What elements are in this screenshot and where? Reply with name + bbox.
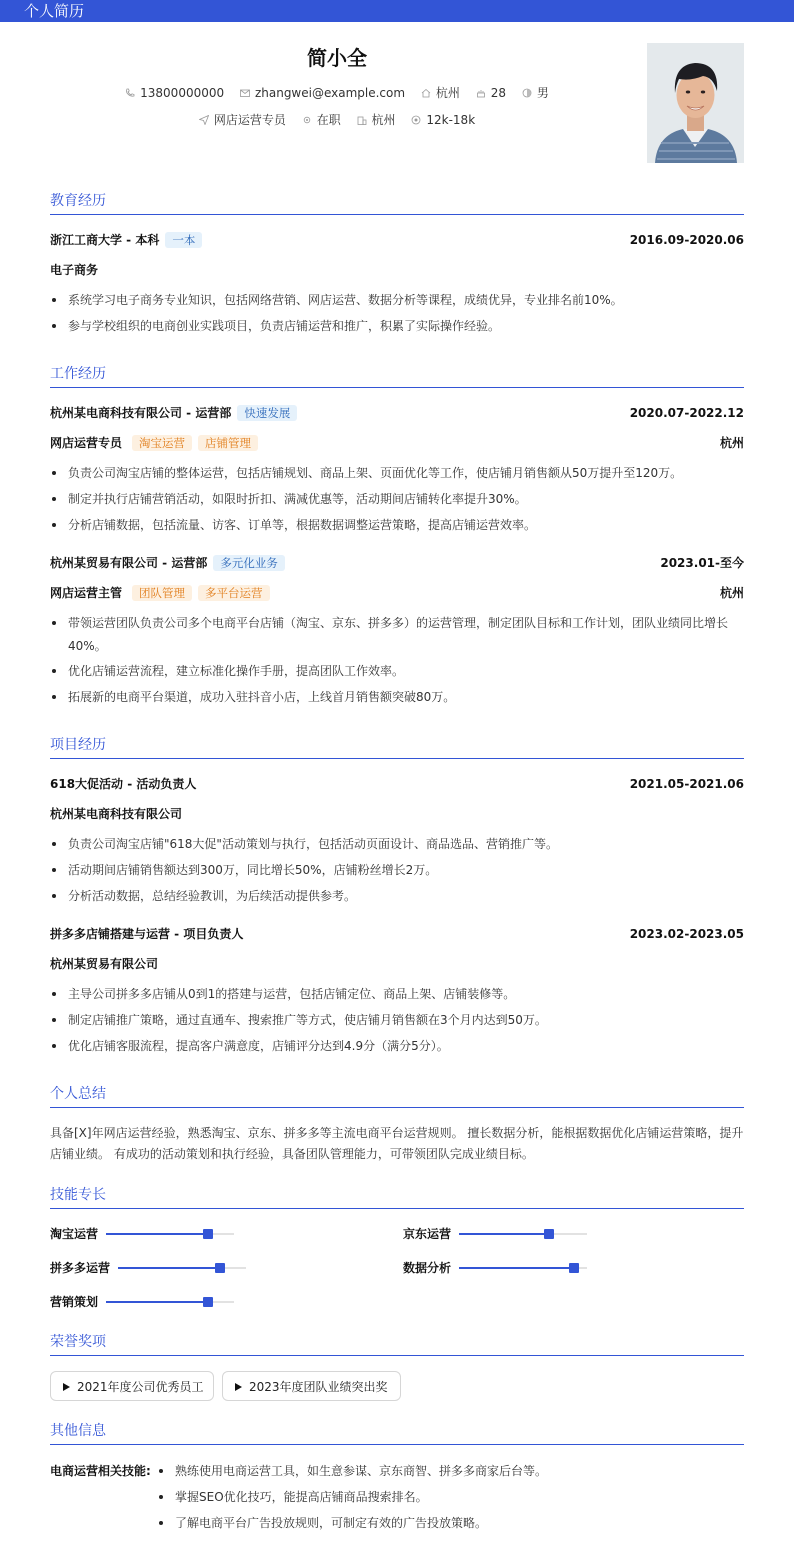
project-company: 杭州某电商科技有限公司 — [50, 807, 183, 821]
phone-item — [125, 86, 224, 100]
position-item — [199, 111, 286, 128]
skill-knob[interactable] — [203, 1297, 213, 1307]
skill-fill — [106, 1301, 208, 1303]
skill-fill — [118, 1267, 220, 1269]
role-name: 网店运营专员 — [50, 436, 123, 450]
section-title-awards: 荣誉奖项 — [50, 1334, 106, 1350]
project-header — [50, 775, 744, 793]
gender-icon — [522, 88, 532, 98]
work-bullet: 拓展新的电商平台渠道，成功入驻抖音小店，上线首月销售额突破80万。 — [50, 686, 744, 709]
award-label: 2021年度公司优秀员工 — [77, 1380, 204, 1394]
skill-knob[interactable] — [544, 1229, 554, 1239]
work-role-row — [50, 584, 744, 602]
mail-icon — [240, 88, 250, 98]
skill-name: 数据分析 — [403, 1261, 452, 1275]
skill-name: 拼多多运营 — [50, 1261, 111, 1275]
skill-knob[interactable] — [569, 1263, 579, 1273]
work-bullet: 分析店铺数据，包括流量、访客、订单等，根据数据调整运营策略，提高店铺运营效率。 — [50, 514, 744, 537]
role-tag: 店铺管理 — [198, 435, 258, 451]
project-bullet: 活动期间店铺销售额达到300万，同比增长50%，店铺粉丝增长2万。 — [50, 859, 744, 882]
section-title-skills: 技能专长 — [50, 1187, 106, 1203]
project-bullet: 制定店铺推广策略，通过直通车、搜索推广等方式，使店铺月销售额在3个月内达到50万。 — [50, 1009, 744, 1032]
education-bullet: 参与学校组织的电商创业实践项目，负责店铺运营和推广，积累了实际操作经验。 — [50, 315, 744, 338]
project-header — [50, 925, 744, 943]
work-header — [50, 404, 744, 422]
skill-fill — [459, 1233, 549, 1235]
education-major-row — [50, 261, 744, 279]
project-date: 2023.02-2023.05 — [629, 927, 744, 941]
target-city-item — [357, 111, 396, 128]
section-other — [50, 1422, 744, 1445]
project-company-row — [50, 955, 744, 973]
award-item[interactable] — [222, 1371, 401, 1401]
home-icon — [421, 88, 431, 98]
project-company-row — [50, 805, 744, 823]
contact-row — [0, 84, 674, 101]
avatar-photo — [647, 43, 744, 163]
skill-item — [403, 1225, 603, 1243]
skill-item — [403, 1259, 603, 1277]
award-item[interactable] — [50, 1371, 214, 1401]
project-title: 拼多多店铺搭建与运营 - 项目负责人 — [50, 927, 244, 941]
project-bullet: 优化店铺客服流程，提高客户满意度，店铺评分达到4.9分（满分5分）。 — [50, 1035, 744, 1058]
target-city-value: 杭州 — [371, 113, 396, 127]
skill-track — [106, 1301, 234, 1303]
other-label: 电商运营相关技能: — [50, 1464, 151, 1478]
skill-knob[interactable] — [203, 1229, 213, 1239]
job-intent-row — [0, 111, 674, 128]
gender-item — [522, 84, 549, 101]
section-summary — [50, 1085, 744, 1108]
position-value: 网店运营专员 — [213, 113, 286, 127]
section-title-projects: 项目经历 — [50, 737, 106, 753]
play-icon — [63, 1383, 70, 1391]
skill-track — [118, 1267, 246, 1269]
work-role-row — [50, 434, 744, 452]
work-date: 2023.01-至今 — [660, 556, 744, 570]
section-title-other: 其他信息 — [50, 1423, 106, 1439]
skill-knob[interactable] — [215, 1263, 225, 1273]
project-title: 618大促活动 - 活动负责人 — [50, 777, 197, 791]
skill-name: 淘宝运营 — [50, 1227, 99, 1241]
age-value: 28 — [490, 86, 507, 100]
skill-item — [50, 1225, 250, 1243]
section-awards — [50, 1333, 744, 1356]
school-name: 浙江工商大学 - 本科 — [50, 233, 160, 247]
company-tag: 快速发展 — [237, 405, 297, 421]
skill-track — [106, 1233, 234, 1235]
phone-icon — [125, 88, 135, 98]
award-label: 2023年度团队业绩突出奖 — [249, 1380, 388, 1394]
candidate-name: 简小全 — [307, 46, 367, 70]
work-date: 2020.07-2022.12 — [629, 406, 744, 420]
company-name: 杭州某电商科技有限公司 - 运营部 — [50, 406, 232, 420]
work-bullet: 负责公司淘宝店铺的整体运营，包括店铺规划、商品上架、页面优化等工作，使店铺月销售额从50万提升至120万。 — [50, 462, 744, 485]
work-city: 杭州 — [719, 436, 744, 450]
header-bar-title: 个人简历 — [24, 2, 85, 20]
section-title-work: 工作经历 — [50, 366, 106, 382]
salary-item — [411, 113, 475, 127]
status-value: 在职 — [316, 113, 341, 127]
education-date: 2016.09-2020.06 — [629, 233, 744, 247]
role-name: 网店运营主管 — [50, 586, 123, 600]
building-icon — [357, 115, 367, 125]
education-header — [50, 231, 744, 249]
cake-icon — [476, 88, 486, 98]
email-item — [240, 86, 405, 100]
city-item — [421, 84, 460, 101]
skill-name: 营销策划 — [50, 1295, 99, 1309]
school-tag: 一本 — [165, 232, 202, 248]
section-projects — [50, 736, 744, 759]
gear-icon — [302, 115, 312, 125]
gender-value: 男 — [536, 86, 549, 100]
company-tag: 多元化业务 — [213, 555, 285, 571]
city-value: 杭州 — [435, 86, 460, 100]
section-work — [50, 365, 744, 388]
project-bullet: 主导公司拼多多店铺从0到1的搭建与运营，包括店铺定位、商品上架、店铺装修等。 — [50, 983, 744, 1006]
section-title-summary: 个人总结 — [50, 1086, 106, 1102]
skill-track — [459, 1233, 587, 1235]
education-bullet: 系统学习电子商务专业知识，包括网络营销、网店运营、数据分析等课程，成绩优异，专业排名前10%。 — [50, 289, 744, 312]
work-header — [50, 554, 744, 572]
phone-value: 13800000000 — [140, 86, 225, 100]
skill-name: 京东运营 — [403, 1227, 452, 1241]
section-education — [50, 192, 744, 215]
header-bar — [0, 0, 794, 22]
major-name: 电子商务 — [50, 263, 99, 277]
skill-fill — [459, 1267, 574, 1269]
play-icon — [235, 1383, 242, 1391]
other-bullet: 熟练使用电商运营工具，如生意参谋、京东商智、拼多多商家后台等。 — [157, 1461, 744, 1481]
other-bullet: 了解电商平台广告投放规则，可制定有效的广告投放策略。 — [157, 1513, 744, 1533]
skill-track — [459, 1267, 587, 1269]
summary-text: 具备[X]年网店运营经验，熟悉淘宝、京东、拼多多等主流电商平台运营规则。 擅长数据分析，能根据数据优化店铺运营策略，提升店铺业绩。 有成功的活动策划和执行经验，具备团队管理能力，可带领团队完成业绩目标。 — [50, 1126, 744, 1161]
salary-value: 12k-18k — [426, 113, 476, 127]
work-city: 杭州 — [719, 586, 744, 600]
company-name: 杭州某贸易有限公司 - 运营部 — [50, 556, 208, 570]
project-bullet: 负责公司淘宝店铺"618大促"活动策划与执行，包括活动页面设计、商品选品、营销推广等。 — [50, 833, 744, 856]
email-value: zhangwei@example.com — [254, 86, 406, 100]
portrait-image — [647, 43, 744, 163]
send-icon — [199, 115, 209, 125]
skill-item — [50, 1293, 250, 1311]
role-tag: 淘宝运营 — [132, 435, 192, 451]
project-date: 2021.05-2021.06 — [629, 777, 744, 791]
skill-item — [50, 1259, 250, 1277]
work-bullet: 制定并执行店铺营销活动，如限时折扣、满减优惠等，活动期间店铺转化率提升30%。 — [50, 488, 744, 511]
other-bullet: 掌握SEO优化技巧，能提高店铺商品搜索排名。 — [157, 1487, 744, 1507]
project-company: 杭州某贸易有限公司 — [50, 957, 159, 971]
work-bullet: 带领运营团队负责公司多个电商平台店铺（淘宝、京东、拼多多）的运营管理，制定团队目标和工作计划，团队业绩同比增长40%。 — [50, 612, 744, 658]
age-item — [476, 86, 506, 100]
work-bullet: 优化店铺运营流程，建立标准化操作手册，提高团队工作效率。 — [50, 660, 744, 683]
project-bullet: 分析活动数据，总结经验教训，为后续活动提供参考。 — [50, 885, 744, 908]
role-tag: 多平台运营 — [198, 585, 270, 601]
section-title-education: 教育经历 — [50, 193, 106, 209]
skill-fill — [106, 1233, 208, 1235]
status-item — [302, 111, 341, 128]
money-icon — [411, 115, 421, 125]
role-tag: 团队管理 — [132, 585, 192, 601]
section-skills — [50, 1186, 744, 1209]
